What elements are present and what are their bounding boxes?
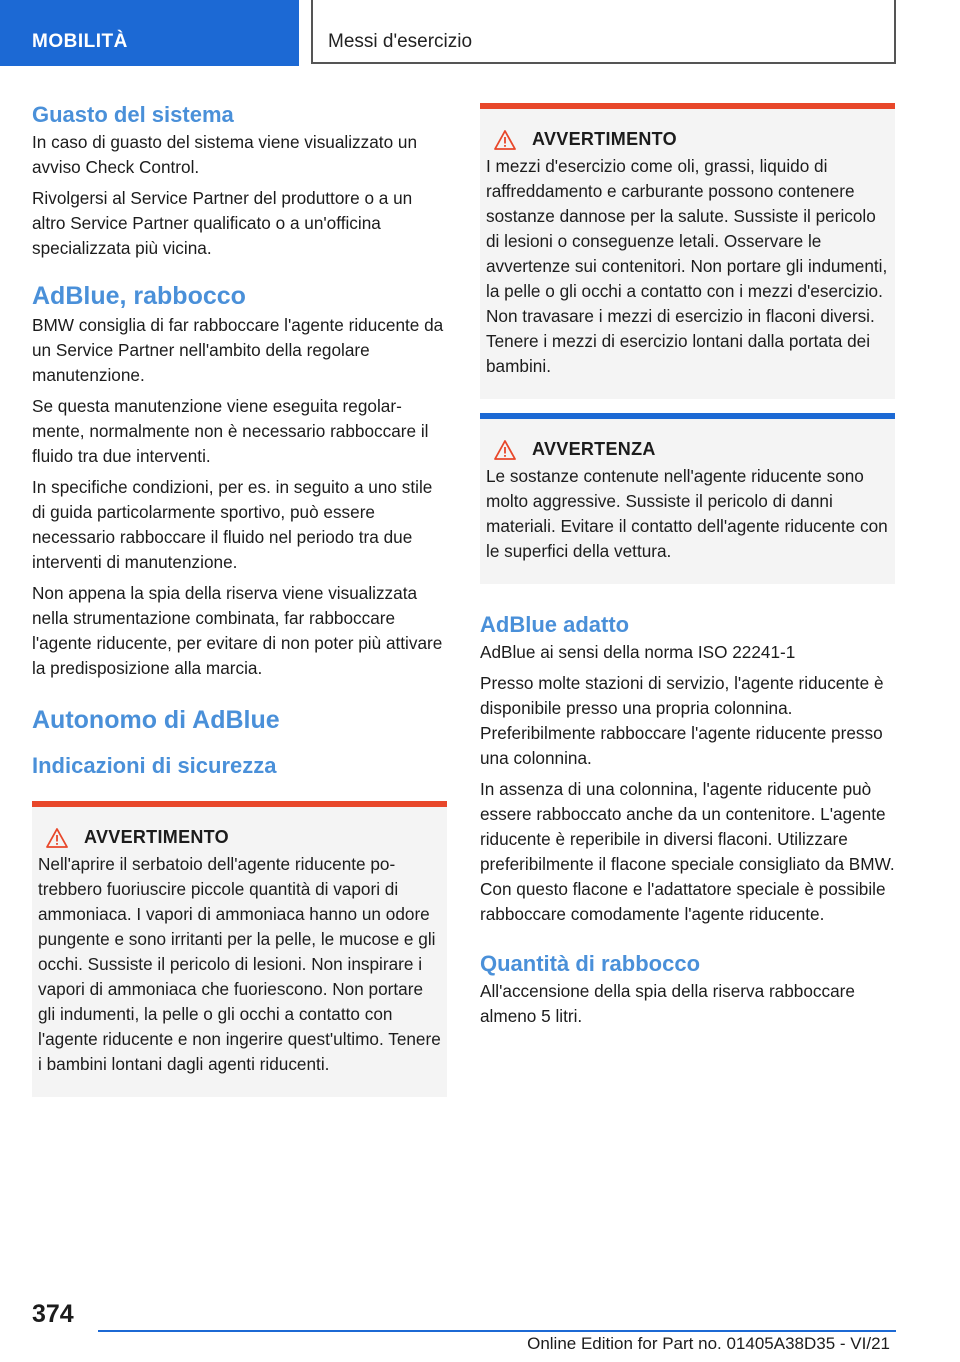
paragraph: In caso di guasto del sistema viene visualizzato un avviso Check Control. [32, 132, 418, 177]
page-number: 374 [32, 1300, 74, 1328]
heading-sicurezza: Indicazioni di sicurezza [32, 753, 277, 778]
left-column [32, 100, 447, 1097]
paragraph: Non appena la spia della riserva viene visualizzata nella strumentazione combinata, far rabboccare l'agente riducente, per evitare di non poter più attivare la predisposizione alla marcia. [32, 583, 443, 678]
paragraph: Se questa manutenzione viene eseguita regolarmente, normalmente non è necessario rabboccare il fluido tra due interventi. [32, 396, 429, 466]
paragraph: In assenza di una colonnina, l'agente riducente può essere rabboccato anche da un contenitore. L'agente riducente è reperibile in diversi flaconi. Utilizzare preferibilmente il flacone speciale consigliato da BMW. Con questo flacone e l'adattatore speciale è possibile rabboccare comodamente l'agente riducente. [480, 779, 895, 924]
caution-text: Le sostanze contenute nell'agente riducente sono molto aggressive. Sussiste il pericolo di danni materiali. Evitare il contatto dell'agente riducente con le superfici della vettura. [486, 466, 888, 561]
warning-title-text: AVVERTIMENTO [84, 827, 229, 847]
warning-title [38, 827, 441, 848]
warning-triangle-icon [494, 130, 516, 150]
paragraph: Presso molte stazioni di servizio, l'agente riducente è disponibile presso una propria colonnina. Preferibilmente rabboccare l'agente riducente presso una colonnina. [480, 673, 884, 768]
footer-edition: Online Edition for Part no. 01405A38D35 - VI/21 [527, 1334, 890, 1353]
warning-box [480, 103, 895, 399]
warning-title [486, 129, 889, 150]
right-column [480, 100, 895, 1029]
heading-adblue-adatto: AdBlue adatto [480, 612, 630, 637]
warning-title-text: AVVERTIMENTO [532, 129, 677, 149]
warning-triangle-icon [494, 440, 516, 460]
paragraph: AdBlue ai sensi della norma ISO 22241-1 [480, 642, 796, 662]
paragraph: BMW consiglia di far rabboccare l'agente riducente da un Service Partner nell'ambito della regolare manutenzione. [32, 315, 444, 385]
heading-autonomo: Autonomo di AdBlue [32, 706, 280, 734]
caution-title-text: AVVERTENZA [532, 439, 656, 459]
heading-guasto: Guasto del sistema [32, 102, 234, 127]
caution-box [480, 413, 895, 584]
heading-quantita: Quantità di rabbocco [480, 951, 701, 976]
paragraph: Rivolgersi al Service Partner del produttore o a un altro Service Partner qualificato o a un'officina specializzata più vicina. [32, 188, 413, 258]
warning-text: I mezzi d'esercizio come oli, grassi, liquido di raffreddamento e carburante possono contenere sostanze dannose per la salute. Sussiste il pericolo di lesioni o conseguenze letali. Osservare le avvertenze sui contenitori. Non portare gli indumenti, la pelle o gli occhi a contatto con i mezzi d'esercizio. Non travasare i mezzi di esercizio in flaconi diversi. Tenere i mezzi di esercizio lontani dalla portata dei bambini. [486, 156, 888, 376]
chapter-tab: Messi d'esercizio [311, 0, 896, 64]
paragraph: All'accensione della spia della riserva rabboccare almeno 5 litri. [480, 981, 855, 1026]
warning-text: Nell'aprire il serbatoio dell'agente riducente potrebbero fuoriuscire piccole quantità di vapori di ammoniaca. I vapori di ammoniaca hanno un odore pungente e sono irritanti per la pelle, le mucose e gli occhi. Sussiste il pericolo di lesioni. Non inspirare i vapori di ammoniaca che fuoriescono. Non portare gli indumenti, la pelle o gli occhi a contatto con l'agente riducente e non ingerire quest'ultimo. Tenere i bambini lontani dagli agenti riducenti. [38, 854, 441, 1074]
warning-triangle-icon [46, 828, 68, 848]
footer-divider [98, 1330, 896, 1332]
warning-box [32, 801, 447, 1097]
page-header [0, 0, 960, 66]
heading-adblue-rabbocco: AdBlue, rabbocco [32, 282, 246, 310]
section-tab: MOBILITÀ [0, 0, 299, 66]
caution-title [486, 439, 889, 460]
paragraph: In specifiche condizioni, per es. in seguito a uno stile di guida particolarmente sportivo, può essere necessario rabboccare il fluido nel periodo tra due interventi di manutenzione. [32, 477, 433, 572]
